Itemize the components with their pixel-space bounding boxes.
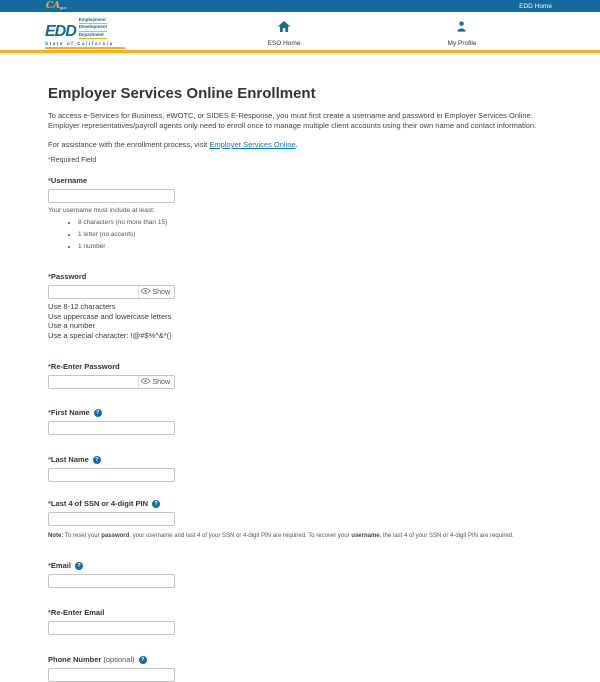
assistance-prefix: For assistance with the enrollment process, visit <box>48 140 210 149</box>
required-marker: * <box>48 176 51 185</box>
reenter-password-label-text: Re-Enter Password <box>50 362 120 371</box>
ssn-pin-field-group <box>48 499 555 539</box>
email-input[interactable] <box>48 574 175 588</box>
email-label-text: Email <box>50 561 71 570</box>
required-marker: * <box>48 608 51 617</box>
password-input-wrap <box>48 285 175 299</box>
employer-services-online-link[interactable]: Employer Services Online <box>209 140 296 149</box>
top-utility-bar <box>0 0 600 12</box>
note-bold: username <box>351 533 380 539</box>
main-content <box>0 85 600 682</box>
ca-gov-logo-text: CA <box>46 0 61 11</box>
edd-logo-tagline: State of California <box>45 41 125 50</box>
edd-logo-line1: Employment <box>79 17 107 24</box>
edd-logo-acronym: EDD <box>45 22 76 40</box>
password-rule: Use a number <box>48 321 96 330</box>
first-name-input[interactable] <box>48 421 175 435</box>
password-label-text: Password <box>50 272 87 281</box>
reenter-password-input-wrap <box>48 375 175 389</box>
note-bold: Note: <box>48 533 64 539</box>
ca-gov-logo-suffix: gov <box>60 4 67 10</box>
edd-logo[interactable] <box>45 17 125 49</box>
edd-logo-line2: Development <box>79 24 107 31</box>
help-icon[interactable]: ? <box>139 656 147 664</box>
username-field-group <box>48 176 555 250</box>
username-label-text: Username <box>50 176 88 185</box>
last-name-field-group <box>48 455 555 482</box>
ca-gov-logo[interactable] <box>46 2 67 11</box>
password-show-button[interactable] <box>138 286 174 298</box>
phone-input[interactable] <box>48 668 175 682</box>
first-name-label <box>48 408 555 417</box>
ssn-pin-input[interactable] <box>48 512 175 526</box>
reenter-password-show-label: Show <box>152 378 170 386</box>
note-text: , the last 4 of your SSN or 4-digit PIN are required. <box>379 533 514 539</box>
nav-my-profile[interactable] <box>448 19 477 47</box>
edd-home-link[interactable]: EDD Home <box>519 2 552 10</box>
password-rule: Use 8-12 characters <box>48 302 116 311</box>
username-hint-list <box>78 219 555 250</box>
eye-icon <box>141 378 150 386</box>
password-label <box>48 272 555 281</box>
page-title: Employer Services Online Enrollment <box>48 85 316 102</box>
phone-label <box>48 655 555 664</box>
reenter-email-field-group <box>48 608 555 635</box>
last-name-label-text: Last Name <box>50 455 89 464</box>
username-input[interactable] <box>48 189 175 203</box>
password-show-label: Show <box>152 288 170 296</box>
assistance-suffix: . <box>295 140 298 149</box>
required-marker: * <box>48 408 51 417</box>
password-input[interactable] <box>49 286 138 298</box>
reenter-password-label <box>48 362 555 371</box>
assistance-paragraph <box>48 140 555 149</box>
reenter-password-input[interactable] <box>49 376 138 388</box>
password-rules <box>48 302 555 340</box>
phone-label-text: Phone Number <box>48 655 102 664</box>
ssn-pin-label-text: Last 4 of SSN or 4-digit PIN <box>50 499 149 508</box>
last-name-label <box>48 455 555 464</box>
help-icon[interactable]: ? <box>75 562 83 570</box>
help-icon[interactable]: ? <box>94 409 102 417</box>
username-hint: • 8 characters (no more than 15) <box>78 219 555 226</box>
username-hint: • 1 number <box>78 243 555 250</box>
ssn-pin-label <box>48 499 555 508</box>
required-marker: * <box>48 561 51 570</box>
first-name-label-text: First Name <box>50 408 90 417</box>
edd-logo-top <box>45 17 125 39</box>
username-label <box>48 176 555 185</box>
reenter-email-label-text: Re-Enter Email <box>50 608 105 617</box>
email-label <box>48 561 555 570</box>
required-marker: * <box>48 157 51 164</box>
first-name-field-group <box>48 408 555 435</box>
username-hint: • 1 letter (no accents) <box>78 231 555 238</box>
reenter-email-input[interactable] <box>48 621 175 635</box>
reenter-password-show-button[interactable] <box>138 376 174 388</box>
nav-my-profile-label: My Profile <box>447 40 477 47</box>
username-hint-title: Your username must include at least: <box>48 207 155 214</box>
ssn-pin-note <box>48 533 555 539</box>
required-field-note <box>48 157 555 164</box>
nav-eso-home[interactable] <box>268 19 301 47</box>
email-field-group <box>48 561 555 588</box>
required-marker: * <box>48 455 51 464</box>
required-field-label: Required Field <box>50 157 97 164</box>
home-icon <box>278 19 291 37</box>
last-name-input[interactable] <box>48 468 175 482</box>
reenter-email-label <box>48 608 555 617</box>
reenter-password-field-group <box>48 362 555 389</box>
intro-paragraph: To access e-Services for Business, eWOTC, or SIDES E-Response, you must first create a username and password in Employer Services Online. Employer representatives/payroll agents only need to enroll once to manage multiple client accounts using their own name and contact information. <box>48 111 537 130</box>
phone-field-group <box>48 655 555 682</box>
nav-eso-home-label: ESO Home <box>267 40 301 47</box>
note-text: , your username and last 4 of your SSN or 4-digit PIN are required. To recover your <box>129 533 352 539</box>
required-marker: * <box>48 499 51 508</box>
note-bold: password <box>101 533 130 539</box>
phone-optional-text: (optional) <box>103 655 135 664</box>
edd-logo-words <box>79 17 107 39</box>
password-rule: Use a special character: !@#$%^&*() <box>48 330 172 340</box>
eye-icon <box>141 288 150 296</box>
note-text: To reset your <box>63 533 102 539</box>
help-icon[interactable]: ? <box>93 456 101 464</box>
required-marker: * <box>48 362 51 371</box>
password-rule: Use uppercase and lowercase letters <box>48 311 172 321</box>
password-field-group <box>48 272 555 340</box>
edd-logo-line3: Department <box>79 32 107 39</box>
help-icon[interactable]: ? <box>152 500 160 508</box>
person-icon <box>457 19 467 37</box>
site-header <box>0 12 600 53</box>
required-marker: * <box>48 272 51 281</box>
